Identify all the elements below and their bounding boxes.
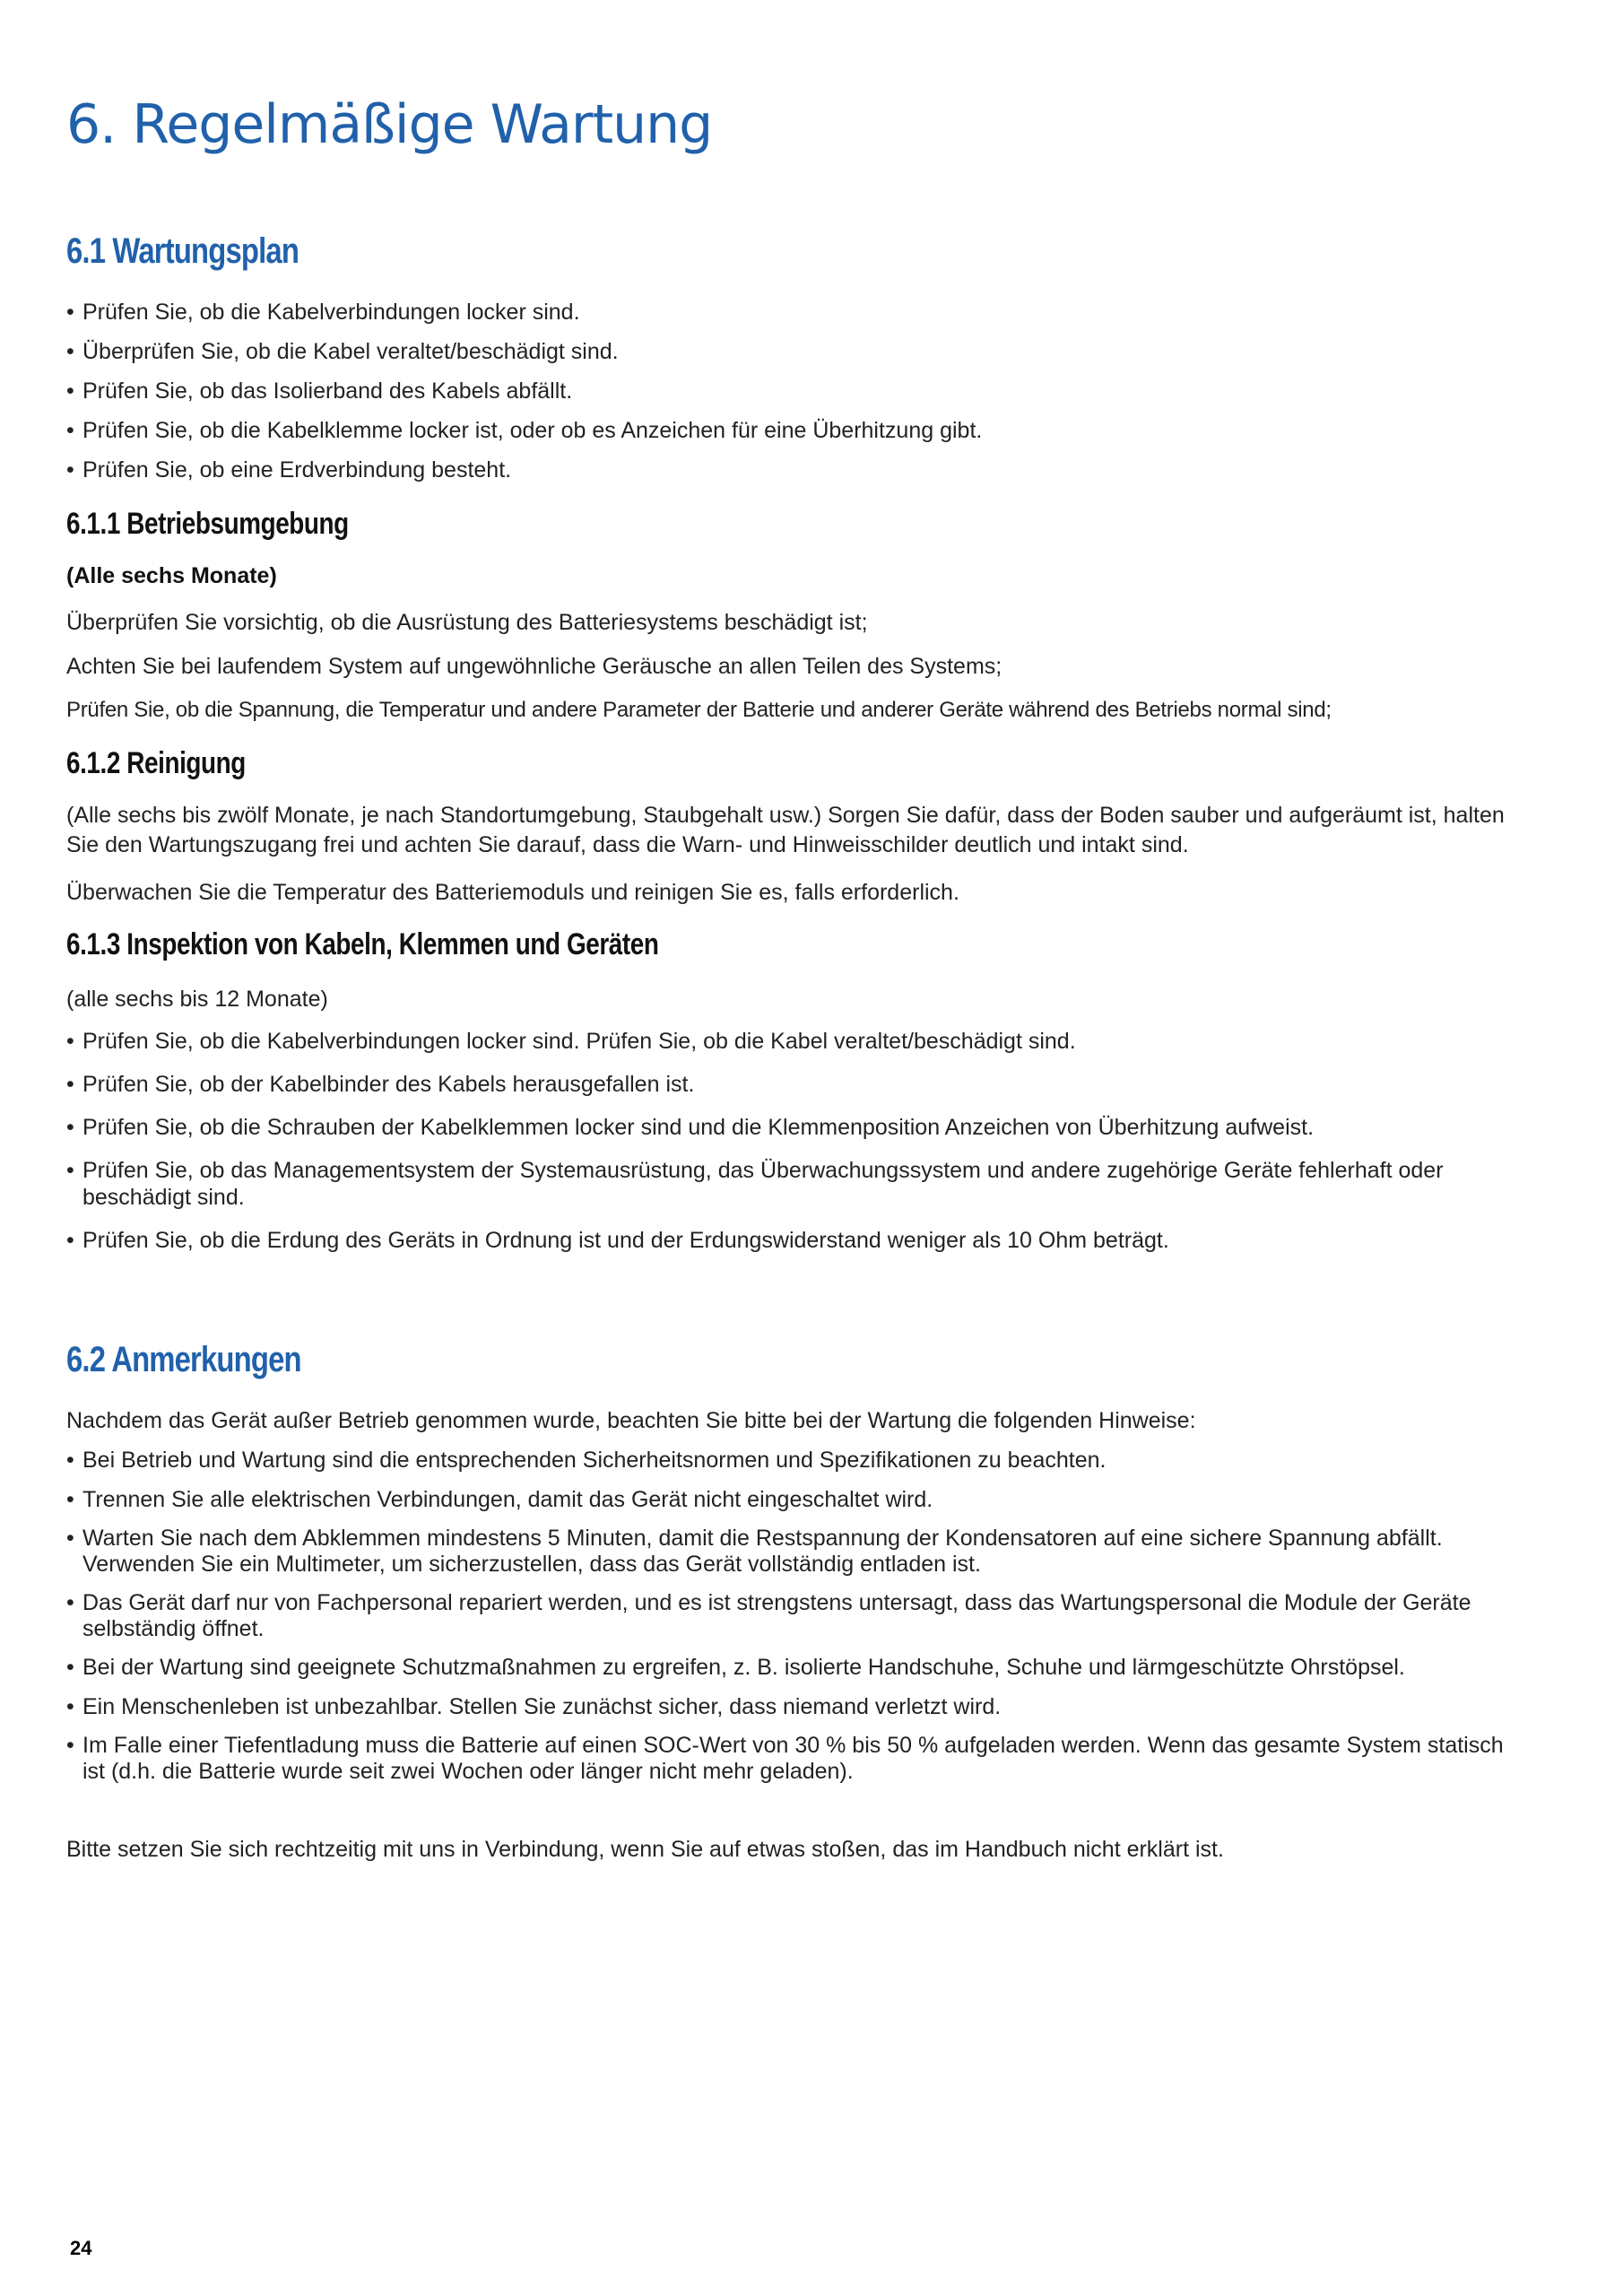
bullet-icon: • (66, 1029, 74, 1054)
bullet-icon: • (66, 339, 74, 364)
interval-label: (Alle sechs Monate) (66, 563, 277, 588)
list-item: • Prüfen Sie, ob die Schrauben der Kabelklemmen locker sind und die Klemmenposition Anzeichen von Überhitzung aufweist. (66, 1115, 1315, 1140)
section-heading-anmerkungen: 6.2 Anmerkungen (66, 1340, 301, 1379)
bullet-icon: • (66, 457, 74, 483)
bullet-icon: • (66, 1590, 74, 1615)
list-item: • Bei der Wartung sind geeignete Schutzmaßnahmen zu ergreifen, z. B. isolierte Handschuhe, Schuhe und lärmgeschützte Ohrstöpsel. (66, 1655, 1405, 1680)
list-item: • Prüfen Sie, ob eine Erdverbindung besteht. (66, 457, 512, 483)
list-item: • Im Falle einer Tiefentladung muss die Batterie auf einen SOC-Wert von 30 % bis 50 % aufgeladen werden. Wenn das gesamte System statisch ist (d.h. die Batterie wurde seit zwei Wochen oder länger nicht mehr geladen). (66, 1733, 1504, 1784)
list-item: • Das Gerät darf nur von Fachpersonal repariert werden, und es ist strengstens untersagt, dass das Wartungspersonal die Module der Geräte selbständig öffnet. (66, 1590, 1471, 1641)
bullet-icon: • (66, 1448, 74, 1473)
list-item: • Trennen Sie alle elektrischen Verbindungen, damit das Gerät nicht eingeschaltet wird. (66, 1487, 933, 1512)
list-item: • Bei Betrieb und Wartung sind die entsprechenden Sicherheitsnormen und Spezifikationen zu beachten. (66, 1448, 1107, 1473)
list-item: • Prüfen Sie, ob die Kabelverbindungen locker sind. Prüfen Sie, ob die Kabel veraltet/beschädigt sind. (66, 1029, 1076, 1054)
section-heading-wartungsplan: 6.1 Wartungsplan (66, 231, 299, 271)
bullet-icon: • (66, 1694, 74, 1719)
paragraph-outro: Bitte setzen Sie sich rechtzeitig mit uns in Verbindung, wenn Sie auf etwas stoßen, das im Handbuch nicht erklärt ist. (66, 1837, 1224, 1862)
bullet-icon: • (66, 1115, 74, 1140)
bullet-icon: • (66, 1228, 74, 1253)
bullet-icon: • (66, 1158, 74, 1183)
bullet-icon: • (66, 1655, 74, 1680)
wartungsplan-list (66, 299, 1537, 483)
list-item: • Prüfen Sie, ob die Kabelklemme locker ist, oder ob es Anzeichen für eine Überhitzung gibt. (66, 418, 983, 443)
bullet-icon: • (66, 1733, 74, 1758)
subsection-heading-inspektion: 6.1.3 Inspektion von Kabeln, Klemmen und Geräten (66, 927, 659, 961)
interval-label: (alle sechs bis 12 Monate) (66, 987, 328, 1012)
page-number: 24 (70, 2237, 92, 2259)
bullet-icon: • (66, 300, 74, 325)
paragraph: Überwachen Sie die Temperatur des Batteriemoduls und reinigen Sie es, falls erforderlich. (66, 880, 959, 905)
paragraph: Achten Sie bei laufendem System auf ungewöhnliche Geräusche an allen Teilen des Systems; (66, 654, 1002, 679)
list-item: • Warten Sie nach dem Abklemmen mindestens 5 Minuten, damit die Restspannung der Kondensatoren auf eine sichere Spannung abfällt. Verwenden Sie ein Multimeter, um sicherzustellen, dass das Gerät vollständig entladen ist. (66, 1526, 1443, 1577)
anmerkungen-list (66, 1447, 1537, 1785)
paragraph: Prüfen Sie, ob die Spannung, die Temperatur und andere Parameter der Batterie und anderer Geräte während des Betriebs normal sind; (66, 698, 1332, 722)
subsection-heading-reinigung: 6.1.2 Reinigung (66, 746, 246, 780)
bullet-icon: • (66, 378, 74, 404)
subsection-heading-betriebsumgebung: 6.1.1 Betriebsumgebung (66, 507, 349, 541)
bullet-icon: • (66, 1072, 74, 1097)
list-item: • Prüfen Sie, ob die Kabelverbindungen locker sind. (66, 300, 580, 325)
bullet-icon: • (66, 418, 74, 443)
inspektion-list (66, 1028, 1537, 1254)
list-item: • Prüfen Sie, ob das Managementsystem der Systemausrüstung, das Überwachungssystem und andere zugehörige Geräte fehlerhaft oder beschädigt sind. (66, 1158, 1444, 1210)
paragraph-intro: Nachdem das Gerät außer Betrieb genommen wurde, beachten Sie bitte bei der Wartung die folgenden Hinweise: (66, 1408, 1196, 1433)
list-item: • Ein Menschenleben ist unbezahlbar. Stellen Sie zunächst sicher, dass niemand verletzt wird. (66, 1694, 1002, 1719)
paragraph: (Alle sechs bis zwölf Monate, je nach Standortumgebung, Staubgehalt usw.) Sorgen Sie dafür, dass der Boden sauber und aufgeräumt ist, halten Sie den Wartungszugang frei und achten Sie darauf, dass die Warn- und Hinweisschilder deutlich und intakt sind. (66, 803, 1505, 857)
bullet-icon: • (66, 1487, 74, 1512)
list-item: • Prüfen Sie, ob die Erdung des Geräts in Ordnung ist und der Erdungswiderstand weniger als 10 Ohm beträgt. (66, 1228, 1169, 1253)
list-item: • Überprüfen Sie, ob die Kabel veraltet/beschädigt sind. (66, 339, 619, 364)
list-item: • Prüfen Sie, ob der Kabelbinder des Kabels herausgefallen ist. (66, 1072, 695, 1097)
list-item: • Prüfen Sie, ob das Isolierband des Kabels abfällt. (66, 378, 573, 404)
paragraph: Überprüfen Sie vorsichtig, ob die Ausrüstung des Batteriesystems beschädigt ist; (66, 610, 868, 635)
page-title: 6. Regelmäßige Wartung (66, 93, 713, 156)
bullet-icon: • (66, 1526, 74, 1551)
